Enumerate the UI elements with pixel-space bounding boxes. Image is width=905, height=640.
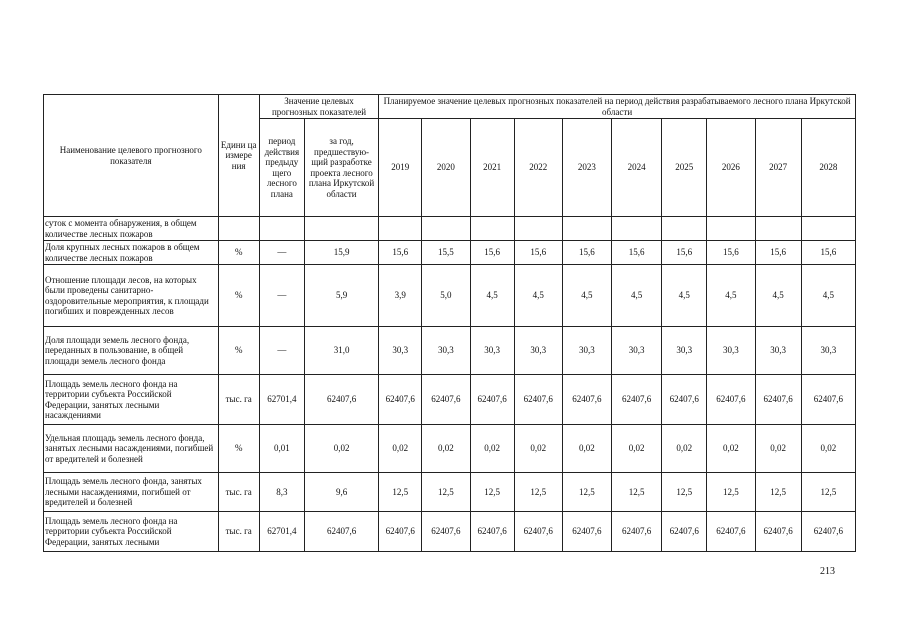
value-cell-2019: 15,6 <box>379 241 422 265</box>
value-cell-2021: 0,02 <box>470 425 514 473</box>
value-cell-2023: 62407,6 <box>562 512 611 552</box>
value-cell-2021: 12,5 <box>470 473 514 512</box>
value-cell-2021: 30,3 <box>470 327 514 375</box>
header-planned-values: Планируемое значение целевых прогнозных показателей на период действия разрабатываемого лесного плана Иркутской области <box>379 95 856 119</box>
header-year-2028: 2028 <box>801 119 855 217</box>
value-cell-2024: 62407,6 <box>612 375 662 425</box>
value-cell-2022: 4,5 <box>514 265 562 327</box>
table-row <box>44 241 856 265</box>
previous-year-cell: 62407,6 <box>304 512 378 552</box>
indicator-name-cell: Удельная площадь земель лесного фонда, занятых лесными насаждениями, погибшей от вредителей и болезней <box>44 425 219 473</box>
value-cell-2022: 30,3 <box>514 327 562 375</box>
value-cell-2024: 12,5 <box>612 473 662 512</box>
value-cell-2019: 0,02 <box>379 425 422 473</box>
table-row <box>44 425 856 473</box>
previous-year-cell: 0,02 <box>304 425 378 473</box>
unit-cell: тыс. га <box>218 473 259 512</box>
value-cell-2023: 4,5 <box>562 265 611 327</box>
value-cell-2026: 15,6 <box>707 241 755 265</box>
value-cell-2028: 30,3 <box>801 327 855 375</box>
previous-year-cell: 5,9 <box>304 265 378 327</box>
value-cell-2021: 4,5 <box>470 265 514 327</box>
value-cell-2025: 15,6 <box>662 241 707 265</box>
value-cell-2028: 12,5 <box>801 473 855 512</box>
header-year-2019: 2019 <box>379 119 422 217</box>
value-cell-2025: 30,3 <box>662 327 707 375</box>
value-cell-2024: 4,5 <box>612 265 662 327</box>
value-cell-2026: 0,02 <box>707 425 755 473</box>
indicator-name-cell: суток с момента обнаружения, в общем количестве лесных пожаров <box>44 217 219 241</box>
value-cell-2027: 0,02 <box>755 425 801 473</box>
header-year-2023: 2023 <box>562 119 611 217</box>
value-cell-2028: 15,6 <box>801 241 855 265</box>
indicator-name-cell: Площадь земель лесного фонда на территории субъекта Российской Федерации, занятых лесными <box>44 512 219 552</box>
value-cell-2024: 62407,6 <box>612 512 662 552</box>
value-cell-2028 <box>801 217 855 241</box>
previous-year-cell: 15,9 <box>304 241 378 265</box>
value-cell-2021: 15,6 <box>470 241 514 265</box>
table-row <box>44 375 856 425</box>
header-previous-period: период действия предыду щего лесного плана <box>259 119 304 217</box>
value-cell-2024: 0,02 <box>612 425 662 473</box>
value-cell-2023 <box>562 217 611 241</box>
header-indicator-name: Наименование целевого прогнозного показателя <box>44 95 219 217</box>
value-cell-2020 <box>422 217 470 241</box>
table-row <box>44 327 856 375</box>
header-year-2021: 2021 <box>470 119 514 217</box>
forecast-indicators-table <box>43 94 856 552</box>
value-cell-2024: 30,3 <box>612 327 662 375</box>
value-cell-2027: 62407,6 <box>755 375 801 425</box>
value-cell-2019: 30,3 <box>379 327 422 375</box>
header-year-2026: 2026 <box>707 119 755 217</box>
value-cell-2025: 12,5 <box>662 473 707 512</box>
previous-period-cell: 62701,4 <box>259 512 304 552</box>
value-cell-2027 <box>755 217 801 241</box>
unit-cell: % <box>218 327 259 375</box>
previous-year-cell: 9,6 <box>304 473 378 512</box>
value-cell-2019 <box>379 217 422 241</box>
table-row <box>44 473 856 512</box>
unit-cell: % <box>218 425 259 473</box>
unit-cell: % <box>218 265 259 327</box>
previous-year-cell: 62407,6 <box>304 375 378 425</box>
value-cell-2024 <box>612 217 662 241</box>
value-cell-2021 <box>470 217 514 241</box>
header-unit: Едини ца измере ния <box>218 95 259 217</box>
value-cell-2028: 62407,6 <box>801 512 855 552</box>
value-cell-2026: 12,5 <box>707 473 755 512</box>
unit-cell: тыс. га <box>218 512 259 552</box>
table-row <box>44 512 856 552</box>
previous-period-cell: — <box>259 265 304 327</box>
indicator-name-cell: Доля площади земель лесного фонда, переданных в пользование, в общей площади земель лесного фонда <box>44 327 219 375</box>
value-cell-2025: 0,02 <box>662 425 707 473</box>
value-cell-2025: 62407,6 <box>662 512 707 552</box>
value-cell-2025: 4,5 <box>662 265 707 327</box>
previous-period-cell: — <box>259 241 304 265</box>
previous-period-cell: 8,3 <box>259 473 304 512</box>
unit-cell <box>218 217 259 241</box>
indicator-name-cell: Площадь земель лесного фонда, занятых лесными насаждениями, погибшей от вредителей и болезней <box>44 473 219 512</box>
indicator-name-cell: Доля крупных лесных пожаров в общем количестве лесных пожаров <box>44 241 219 265</box>
table-row <box>44 217 856 241</box>
value-cell-2019: 12,5 <box>379 473 422 512</box>
value-cell-2022: 0,02 <box>514 425 562 473</box>
indicator-name-cell: Площадь земель лесного фонда на территории субъекта Российской Федерации, занятых лесными насаждениями <box>44 375 219 425</box>
header-previous-year: за год, предшествую- щий разработке проекта лесного плана Иркутской области <box>304 119 378 217</box>
value-cell-2026 <box>707 217 755 241</box>
value-cell-2028: 0,02 <box>801 425 855 473</box>
indicator-name-cell: Отношение площади лесов, на которых были проведены санитарно-оздоровительные мероприятия, к площади погибших и поврежденных лесов <box>44 265 219 327</box>
value-cell-2020: 62407,6 <box>422 375 470 425</box>
value-cell-2020: 30,3 <box>422 327 470 375</box>
previous-period-cell <box>259 217 304 241</box>
header-year-2025: 2025 <box>662 119 707 217</box>
value-cell-2027: 12,5 <box>755 473 801 512</box>
value-cell-2023: 15,6 <box>562 241 611 265</box>
value-cell-2020: 62407,6 <box>422 512 470 552</box>
value-cell-2020: 12,5 <box>422 473 470 512</box>
previous-period-cell: 0,01 <box>259 425 304 473</box>
previous-year-cell: 31,0 <box>304 327 378 375</box>
unit-cell: % <box>218 241 259 265</box>
table-body <box>44 217 856 552</box>
value-cell-2027: 62407,6 <box>755 512 801 552</box>
header-year-2022: 2022 <box>514 119 562 217</box>
value-cell-2028: 4,5 <box>801 265 855 327</box>
value-cell-2024: 15,6 <box>612 241 662 265</box>
value-cell-2028: 62407,6 <box>801 375 855 425</box>
value-cell-2023: 30,3 <box>562 327 611 375</box>
value-cell-2023: 12,5 <box>562 473 611 512</box>
value-cell-2021: 62407,6 <box>470 512 514 552</box>
value-cell-2026: 62407,6 <box>707 375 755 425</box>
value-cell-2022: 62407,6 <box>514 512 562 552</box>
page-number: 213 <box>820 566 835 577</box>
previous-period-cell: — <box>259 327 304 375</box>
header-year-2024: 2024 <box>612 119 662 217</box>
header-year-2020: 2020 <box>422 119 470 217</box>
value-cell-2020: 15,5 <box>422 241 470 265</box>
value-cell-2023: 0,02 <box>562 425 611 473</box>
value-cell-2022 <box>514 217 562 241</box>
value-cell-2027: 30,3 <box>755 327 801 375</box>
value-cell-2025: 62407,6 <box>662 375 707 425</box>
value-cell-2026: 4,5 <box>707 265 755 327</box>
value-cell-2026: 62407,6 <box>707 512 755 552</box>
value-cell-2025 <box>662 217 707 241</box>
value-cell-2019: 62407,6 <box>379 512 422 552</box>
value-cell-2020: 5,0 <box>422 265 470 327</box>
value-cell-2027: 15,6 <box>755 241 801 265</box>
value-cell-2021: 62407,6 <box>470 375 514 425</box>
value-cell-2019: 3,9 <box>379 265 422 327</box>
value-cell-2027: 4,5 <box>755 265 801 327</box>
value-cell-2026: 30,3 <box>707 327 755 375</box>
previous-year-cell <box>304 217 378 241</box>
header-year-2027: 2027 <box>755 119 801 217</box>
header-target-values: Значение целевых прогнозных показателей <box>259 95 378 119</box>
table-row <box>44 265 856 327</box>
value-cell-2022: 12,5 <box>514 473 562 512</box>
value-cell-2022: 62407,6 <box>514 375 562 425</box>
value-cell-2019: 62407,6 <box>379 375 422 425</box>
previous-period-cell: 62701,4 <box>259 375 304 425</box>
value-cell-2022: 15,6 <box>514 241 562 265</box>
value-cell-2023: 62407,6 <box>562 375 611 425</box>
unit-cell: тыс. га <box>218 375 259 425</box>
value-cell-2020: 0,02 <box>422 425 470 473</box>
